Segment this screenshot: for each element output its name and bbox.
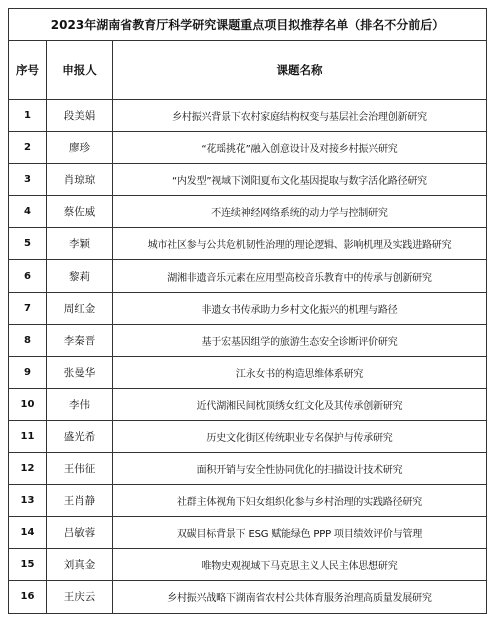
table-row	[9, 549, 487, 581]
header-index: 序号	[9, 41, 47, 100]
table-body	[9, 100, 487, 614]
table-row	[9, 388, 487, 420]
row-index: 12	[9, 453, 47, 485]
table-row	[9, 132, 487, 164]
row-applicant: 段美娟	[47, 100, 113, 132]
row-index: 9	[9, 356, 47, 388]
row-index: 15	[9, 549, 47, 581]
table-row	[9, 356, 487, 388]
row-topic: 乡村振兴战略下湖南省农村公共体育服务治理高质量发展研究	[113, 581, 487, 613]
row-topic: 双碳目标背景下 ESG 赋能绿色 PPP 项目绩效评价与管理	[113, 517, 487, 549]
row-topic: 非遗女书传承助力乡村文化振兴的机理与路径	[113, 292, 487, 324]
row-index: 11	[9, 420, 47, 452]
row-applicant: 张曼华	[47, 356, 113, 388]
header-applicant: 申报人	[47, 41, 113, 100]
row-applicant: 刘真金	[47, 549, 113, 581]
row-index: 2	[9, 132, 47, 164]
row-index: 10	[9, 388, 47, 420]
row-topic: 面积开销与安全性协同优化的扫描设计技术研究	[113, 453, 487, 485]
row-applicant: 周红金	[47, 292, 113, 324]
row-topic: 唯物史观视域下马克思主义人民主体思想研究	[113, 549, 487, 581]
row-index: 1	[9, 100, 47, 132]
header-row	[9, 41, 487, 100]
row-applicant: 肖琼琼	[47, 164, 113, 196]
table-title: 2023年湖南省教育厅科学研究课题重点项目拟推荐名单（排名不分前后）	[9, 9, 487, 41]
table-row	[9, 420, 487, 452]
row-topic: 历史文化街区传统职业专名保护与传承研究	[113, 420, 487, 452]
table-row	[9, 581, 487, 613]
row-index: 8	[9, 324, 47, 356]
table-row	[9, 100, 487, 132]
table-row	[9, 260, 487, 292]
title-row	[9, 9, 487, 41]
row-applicant: 盛光希	[47, 420, 113, 452]
row-applicant: 王伟征	[47, 453, 113, 485]
row-applicant: 吕敏蓉	[47, 517, 113, 549]
table-row	[9, 453, 487, 485]
row-index: 14	[9, 517, 47, 549]
row-topic: 不连续神经网络系统的动力学与控制研究	[113, 196, 487, 228]
row-applicant: 蔡佐威	[47, 196, 113, 228]
table-row	[9, 228, 487, 260]
row-topic: 近代湖湘民间枕顶绣女红文化及其传承创新研究	[113, 388, 487, 420]
row-topic: “内发型”视域下浏阳夏布文化基因提取与数字活化路径研究	[113, 164, 487, 196]
row-topic: “花瑶挑花”融入创意设计及对接乡村振兴研究	[113, 132, 487, 164]
row-applicant: 李伟	[47, 388, 113, 420]
row-applicant: 黎莉	[47, 260, 113, 292]
row-applicant: 李秦晋	[47, 324, 113, 356]
row-applicant: 李颖	[47, 228, 113, 260]
row-topic: 湖湘非遗音乐元素在应用型高校音乐教育中的传承与创新研究	[113, 260, 487, 292]
row-applicant: 王肖静	[47, 485, 113, 517]
row-topic: 城市社区参与公共危机韧性治理的理论逻辑、影响机理及实践进路研究	[113, 228, 487, 260]
row-applicant: 王庆云	[47, 581, 113, 613]
row-index: 16	[9, 581, 47, 613]
row-index: 7	[9, 292, 47, 324]
row-topic: 基于宏基因组学的旅游生态安全诊断评价研究	[113, 324, 487, 356]
table-row	[9, 292, 487, 324]
row-index: 6	[9, 260, 47, 292]
table-row	[9, 196, 487, 228]
table-row	[9, 485, 487, 517]
recommendation-list-sheet	[8, 8, 486, 614]
header-topic: 课题名称	[113, 41, 487, 100]
table-row	[9, 164, 487, 196]
row-topic: 社群主体视角下妇女组织化参与乡村治理的实践路径研究	[113, 485, 487, 517]
row-applicant: 廖珍	[47, 132, 113, 164]
row-topic: 江永女书的构造思维体系研究	[113, 356, 487, 388]
table-row	[9, 517, 487, 549]
row-index: 5	[9, 228, 47, 260]
row-index: 4	[9, 196, 47, 228]
row-index: 13	[9, 485, 47, 517]
recommendation-table	[8, 8, 487, 614]
table-row	[9, 324, 487, 356]
row-topic: 乡村振兴背景下农村家庭结构权变与基层社会治理创新研究	[113, 100, 487, 132]
row-index: 3	[9, 164, 47, 196]
